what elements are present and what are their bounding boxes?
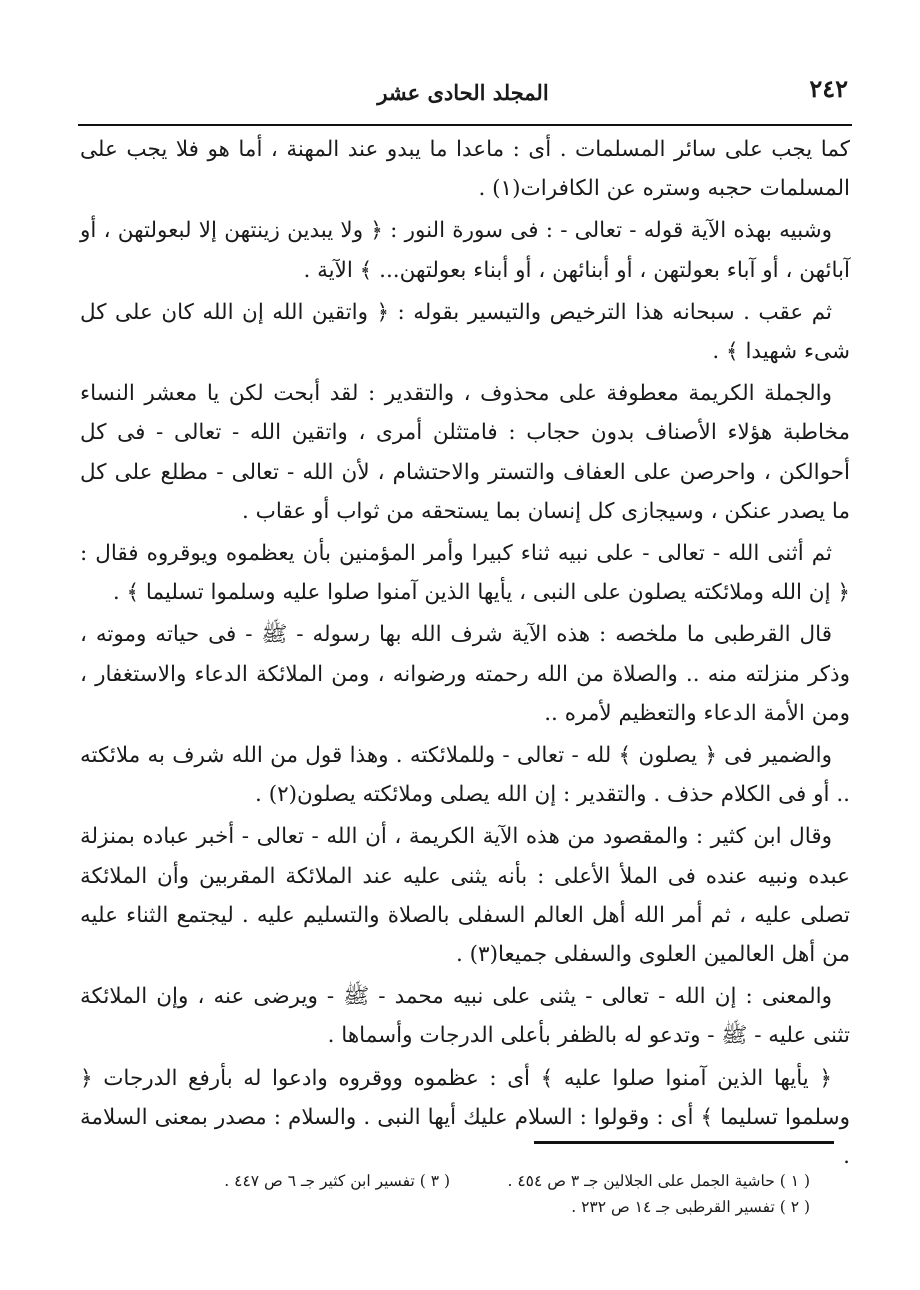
header-divider <box>78 124 852 126</box>
paragraph: والمعنى : إن الله - تعالى - يثنى على نبيه محمد - ﷺ - ويرضى عنه ، وإن الملائكة تثنى عليه - ﷺ - وتدعو له بالظفر بأعلى الدرجات وأسماها . <box>80 984 850 1049</box>
footnote-2: ( ٢ ) تفسير القرطبى جـ ١٤ ص ٢٣٢ . <box>571 1198 810 1216</box>
page-number: ٢٤٢ <box>809 74 848 103</box>
paragraph: والجملة الكريمة معطوفة على محذوف ، والتقدير : لقد أبحت لكن يا معشر النساء مخاطبة هؤلاء الأصناف بدون حجاب : فامتثلن أمرى ، واتقين الله - تعالى - فى كل أحوالكن ، واحرصن على العفاف والتستر والاحتشام ، لأن الله - تعالى - مطلع على كل ما يصدر عنكن ، وسيجازى كل إنسان بما يستحقه من ثواب أو عقاب . <box>80 381 850 524</box>
paragraph: كما يجب على سائر المسلمات . أى : ماعدا ما يبدو عند المهنة ، أما هو فلا يجب على المسلمات حجبه وستره عن الكافرات(١) . <box>80 137 850 202</box>
paragraph: قال القرطبى ما ملخصه : هذه الآية شرف الله بها رسوله - ﷺ - فى حياته وموته ، وذكر منزلته منه .. والصلاة من الله رحمته ورضوانه ، ومن الملائكة الدعاء والاستغفار ، ومن الأمة الدعاء والتعظيم لأمره .. <box>80 622 850 726</box>
main-text <box>80 130 850 1179</box>
footnote-divider <box>534 1141 834 1144</box>
footnote-3: ( ٣ ) تفسير ابن كثير جـ ٦ ص ٤٤٧ . <box>224 1172 450 1190</box>
page-header <box>78 72 848 112</box>
paragraph: ﴿ يأيها الذين آمنوا صلوا عليه ﴾ أى : عظموه ووقروه وادعوا له بأرفع الدرجات ﴿ وسلموا تسليما ﴾ أى : وقولوا : السلام عليك أيها النبى . والسلام : مصدر بمعنى السلامة . <box>80 1065 850 1170</box>
paragraph: ثم أثنى الله - تعالى - على نبيه ثناء كبيرا وأمر المؤمنين بأن يعظموه ويوقروه فقال : ﴿ إن الله وملائكته يصلون على النبى ، يأيها الذين آمنوا صلوا عليه وسلموا تسليما ﴾ . <box>80 541 850 606</box>
footnote-1: ( ١ ) حاشية الجمل على الجلالين جـ ٣ ص ٤٥٤ . <box>507 1172 810 1190</box>
paragraph: ثم عقب . سبحانه هذا الترخيص والتيسير بقوله : ﴿ واتقين الله إن الله كان على كل شىء شهيدا ﴾ . <box>80 299 850 365</box>
footnote-column-left <box>130 1168 450 1194</box>
footnote-column-right <box>470 1168 810 1220</box>
paragraph: وقال ابن كثير : والمقصود من هذه الآية الكريمة ، أن الله - تعالى - أخبر عباده بمنزلة عبده ونبيه عنده فى الملأ الأعلى : بأنه يثنى عليه عند الملائكة المقربين وأن الملائكة تصلى عليه ، ثم أمر الله أهل العالم السفلى بالصلاة والتسليم عليه . ليجتمع الثناء عليه من أهل العالمين العلوى والسفلى جميعا(٣) . <box>80 824 850 968</box>
paragraph: والضمير فى ﴿ يصلون ﴾ لله - تعالى - وللملائكته . وهذا قول من الله شرف به ملائكته .. أو فى الكلام حذف . والتقدير : إن الله يصلى وملائكته يصلون(٢) . <box>80 743 850 808</box>
paragraph: وشبيه بهذه الآية قوله - تعالى - : فى سورة النور : ﴿ ولا يبدين زينتهن إلا لبعولتهن ، أو آبائهن ، أو آباء بعولتهن ، أو أبنائهن ، أو أبناء بعولتهن... ﴾ الآية . <box>80 218 850 283</box>
volume-title: المجلد الحادى عشر <box>377 80 549 105</box>
